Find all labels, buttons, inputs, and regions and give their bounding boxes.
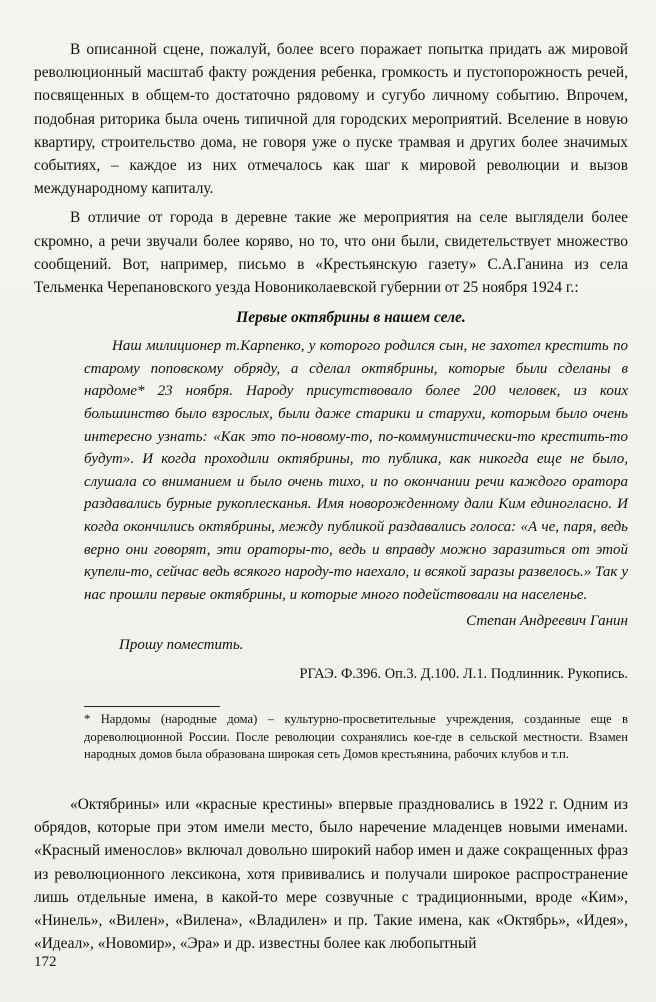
archive-reference: РГАЭ. Ф.396. Оп.3. Д.100. Л.1. Подлинник. Рукопись. <box>299 666 628 683</box>
letter-signature: Степан Андреевич Ганин <box>466 613 628 630</box>
footnote-divider <box>84 706 220 707</box>
village-paragraph: В отличие от города в деревне такие же мероприятия на селе выглядели более скромно, а речи звучали более коряво, но то, что они были, свидетельствует множество сообщений. Вот, например, письмо в «Крестьянскую газету» С.А.Ганина из села Тельменка Черепановского уезда Новониколаевской губернии от 25 ноября 1924 г.: <box>34 209 628 297</box>
letter-body: Наш милиционер т.Карпенко, у которого родился сын, не захотел крестить по старому поповскому обряду, а сделал октябрины, которые были сделаны в нардоме* 23 ноября. Народу присутствовало более 200 человек, из коих большинство было взрослых, были даже старики и старухи, которым было очень интересно узнать: «Как это по-новому-то, по-коммунистически-то крестить-то будут». И когда проходили октябрины, то публика, как никогда еще не было, слушала со вниманием и было очень тихо, и по окончании речи каждого оратора раздавались бурные рукоплесканья. Имя новорожденному дали Ким единогласно. И когда окончились октябрины, между публикой раздавались голоса: «А че, паря, ведь верно они говорят, эти ораторы-то, ведь и вправду можно заразиться от этой купели-то, сейчас ведь всякого народу-то наехало, и всякой заразы развелось.» Так у нас прошли первые октябрины, и которые много подействовали на населенье. <box>84 338 628 603</box>
intro-paragraph: В описанной сцене, пожалуй, более всего поражает попытка придать аж мировой революционный масштаб факту рождения ребенка, громкость и пустопорожность речей, посвященных в общем-то достаточно рядовому и сугубо личному событию. Впрочем, подобная риторика была очень типичной для городских мероприятий. Вселение в новую квартиру, строительство дома, не говоря уже о пуске трамвая и других более значимых событиях, – каждое из них отмечалось как шаг к мировой революции и вызов международному капиталу. <box>34 41 628 198</box>
letter-title: Первые октябрины в нашем селе. <box>236 309 466 327</box>
page-number: 172 <box>34 954 57 970</box>
names-paragraph: «Октябрины» или «красные крестины» впервые праздновались в 1922 г. Одним из обрядов, которые при этом имели место, было наречение младенцев новыми именами. «Красный именослов» включал довольно широкий набор имен и даже сокращенных фраз из революционного лексикона, хотя прививались и получали широкое распространение лишь отдельные имена, в какой-то мере созвучные с традиционными, вроде «Ким», «Нинель», «Вилен», «Вилена», «Владилен» и пр. Такие имена, как «Октябрь», «Идея», «Идеал», «Новомир», «Эра» и др. известны более как любопытный <box>34 795 628 953</box>
text-column <box>34 38 628 955</box>
footnote: * Нардомы (народные дома) – культурно-просветительные учреждения, созданные еще в дореволюционной России. После революции сохранялись кое-где в сельской местности. Взамен народных домов была образована широкая сеть Домов крестьянина, рабочих клубов и т.п. <box>84 712 628 761</box>
letter-request: Прошу поместить. <box>119 637 244 654</box>
